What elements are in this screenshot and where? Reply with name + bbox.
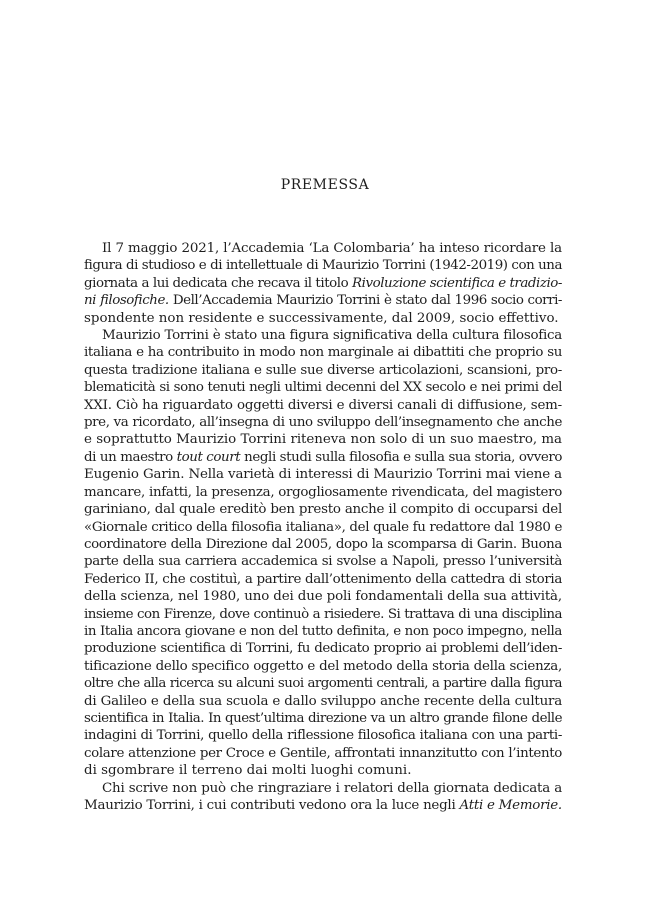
text-line	[84, 710, 562, 727]
text-line	[84, 745, 562, 762]
italic-segment: ni filosofiche.	[84, 293, 169, 309]
text-segment: parte della sua carriera accademica si svolse a Napoli, presso l’università	[84, 554, 562, 570]
text-line	[84, 780, 562, 797]
text-line	[84, 257, 562, 274]
text-line	[84, 310, 562, 327]
text-segment: oltre che alla ricerca su alcuni suoi argomenti centrali, a partire dalla figura	[84, 676, 562, 692]
text-segment: Maurizio Torrini, i cui contributi vedono ora la luce negli	[84, 798, 460, 813]
text-line	[84, 466, 562, 483]
text-segment: «Giornale critico della filosofia italiana», del quale fu redattore dal 1980 e	[84, 519, 563, 535]
text-line	[84, 501, 562, 518]
text-segment: e soprattutto Maurizio Torrini riteneva non solo di un suo maestro, ma	[84, 432, 562, 448]
text-line	[84, 362, 562, 379]
text-segment: della scienza, nel 1980, uno dei due poli fondamentali della sua attività,	[84, 589, 562, 605]
text-segment: indagini di Torrini, quello della riflessione filosofica italiana con una parti-	[84, 728, 562, 744]
text-segment: Eugenio Garin. Nella varietà di interessi di Maurizio Torrini mai viene a	[84, 467, 562, 483]
paragraph	[84, 780, 562, 815]
text-segment: negli studi sulla filosofia e sulla sua storia, ovvero	[240, 449, 563, 465]
text-segment: Federico II, che costituì, a partire dall’ottenimento della cattedra di storia	[84, 571, 562, 587]
text-segment: di un maestro	[84, 449, 177, 465]
text-segment: di Galileo e della sua scuola e dallo sviluppo anche recente della cultura	[84, 693, 562, 709]
text-segment: Il 7 maggio 2021, l’Accademia ‘La Colombaria’ ha inteso ricordare la	[102, 241, 562, 256]
text-segment: pre, va ricordato, all’insegna di uno sviluppo dell’insegnamento che anche	[84, 415, 562, 431]
text-segment: Maurizio Torrini è stato una figura significativa della cultura filosofica	[102, 328, 562, 344]
text-segment: produzione scientifica di Torrini, fu dedicato proprio ai problemi dell’iden-	[84, 641, 562, 657]
paragraph	[84, 240, 562, 327]
text-line	[84, 571, 562, 588]
text-segment: giornata a lui dedicata che recava il titolo	[84, 275, 353, 291]
italic-segment: Atti e Memorie.	[459, 798, 562, 813]
text-line	[84, 727, 562, 744]
text-line	[84, 797, 562, 814]
text-line	[84, 275, 562, 292]
text-line	[84, 693, 562, 710]
text-line	[84, 640, 562, 657]
text-line	[84, 431, 562, 448]
text-line	[84, 484, 562, 501]
text-line	[84, 536, 562, 553]
text-segment: questa tradizione italiana e sulle sue diverse articolazioni, scansioni, pro-	[84, 362, 562, 378]
text-line	[84, 606, 562, 623]
text-segment: spondente non residente e successivamente, dal 2009, socio effettivo.	[84, 310, 559, 326]
text-segment: di sgombrare il terreno dai molti luoghi comuni.	[84, 763, 412, 779]
text-line	[84, 675, 562, 692]
body-text	[84, 240, 562, 814]
text-line	[84, 449, 562, 466]
text-line	[84, 658, 562, 675]
text-line	[84, 553, 562, 570]
italic-segment: tout court	[176, 449, 241, 465]
text-segment: coordinatore della Direzione dal 2005, dopo la scomparsa di Garin. Buona	[84, 536, 562, 552]
text-segment: figura di studioso e di intellettuale di Maurizio Torrini (1942-2019) con una	[84, 258, 562, 274]
text-segment: blematicità si sono tenuti negli ultimi decenni del XX secolo e nei primi del	[84, 380, 562, 396]
text-segment: in Italia ancora giovane e non del tutto definita, e non poco impegno, nella	[84, 623, 562, 639]
text-line	[84, 397, 562, 414]
text-segment: colare attenzione per Croce e Gentile, affrontati innanzitutto con l’intento	[84, 745, 562, 761]
text-segment: XXI. Ciò ha riguardato oggetti diversi e diversi canali di diffusione, sem-	[84, 397, 562, 413]
text-segment: insieme con Firenze, dove continuò a risiedere. Si trattava di una disciplina	[84, 606, 562, 622]
text-segment: Chi scrive non può che ringraziare i relatori della giornata dedicata a	[102, 780, 562, 796]
text-segment: italiana e ha contribuito in modo non marginale ai dibattiti che proprio su	[84, 345, 562, 361]
text-line	[84, 623, 562, 640]
text-segment: scientifica in Italia. In quest’ultima direzione va un altro grande filone delle	[84, 710, 562, 726]
text-line	[84, 762, 562, 779]
text-line	[84, 292, 562, 309]
text-line	[84, 344, 562, 361]
text-line	[84, 414, 562, 431]
text-segment: mancare, infatti, la presenza, orgogliosamente rivendicata, del magistero	[84, 484, 562, 500]
paragraph	[84, 327, 562, 780]
page-title: PREMESSA	[280, 177, 370, 193]
text-segment: gariniano, dal quale ereditò ben presto anche il compito di occuparsi del	[84, 502, 562, 518]
text-segment: tificazione dello specifico oggetto e del metodo della storia della scienza,	[84, 658, 562, 674]
text-line	[84, 519, 562, 536]
text-line	[84, 379, 562, 396]
italic-segment: Rivoluzione scientifica e tradizio-	[352, 275, 562, 291]
text-segment: Dell’Accademia Maurizio Torrini è stato dal 1996 socio corri-	[168, 293, 562, 309]
text-line	[84, 240, 562, 257]
text-line	[84, 588, 562, 605]
text-line	[84, 327, 562, 344]
